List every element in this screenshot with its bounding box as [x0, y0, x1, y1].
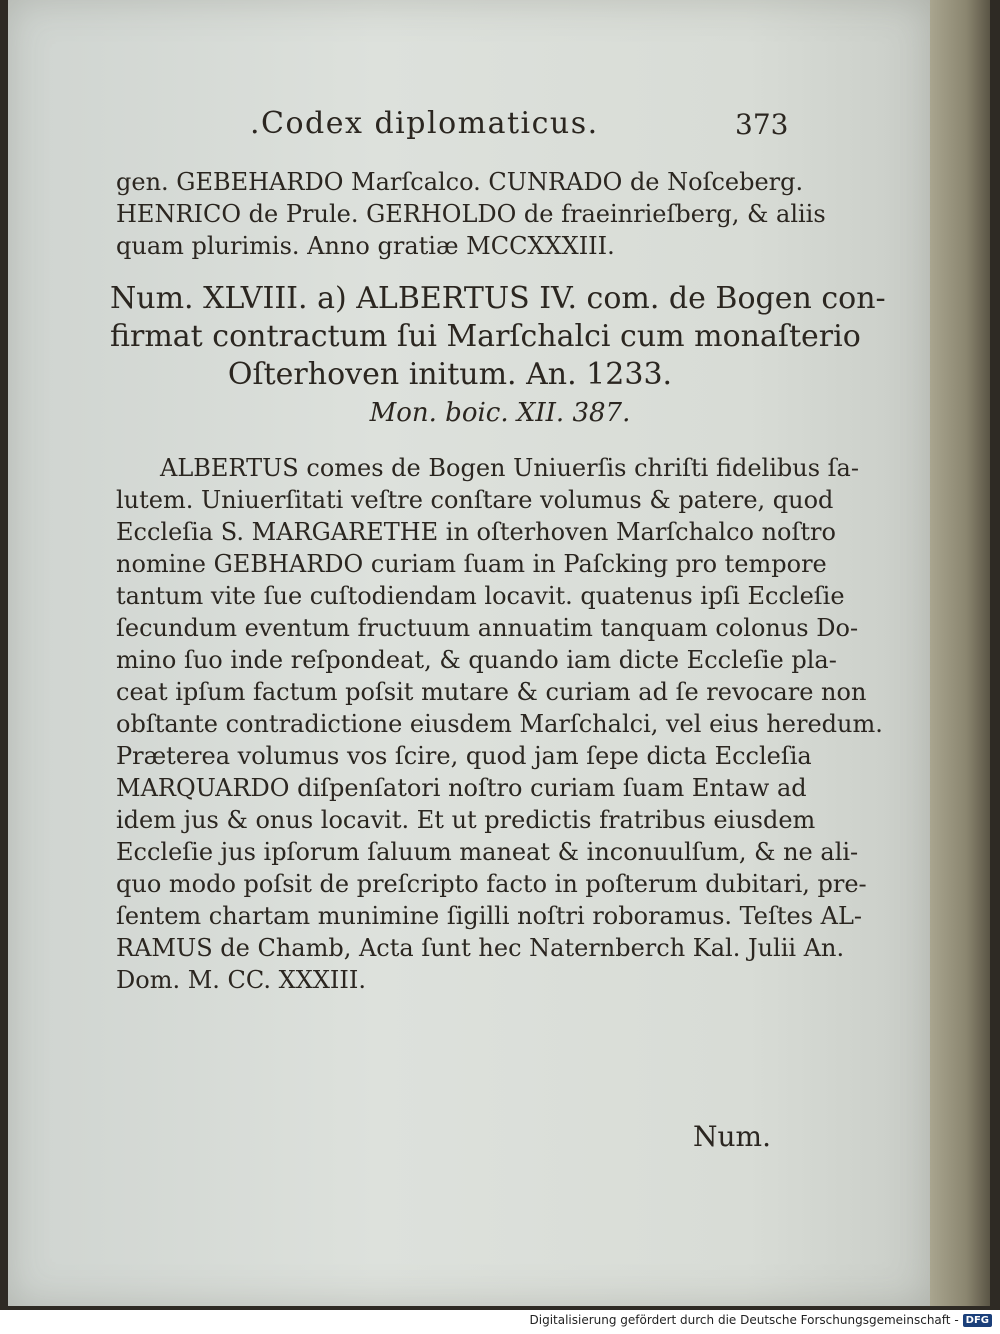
heading-line: Oſterhoven initum. An. 1233.	[227, 357, 673, 392]
text-line: Eccleſie jus ipſorum ſaluum maneat & inconuulſum, & ne ali-	[116, 838, 859, 866]
text-line: Dom. M. CC. XXXIII.	[116, 966, 366, 994]
catchword: Num.	[693, 1120, 771, 1153]
text-line: nomine GEBHARDO curiam ſuam in Paſcking pro tempore	[116, 550, 827, 578]
text-line: idem jus & onus locavit. Et ut predictis fratribus eiusdem	[116, 806, 816, 834]
text-line: gen. GEBEHARDO Marſcalco. CUNRADO de Noſceberg.	[116, 168, 804, 196]
credit-text: Digitalisierung gefördert durch die Deutsche Forschungsgemeinschaft -	[529, 1313, 959, 1327]
running-head: .Codex diplomaticus.	[250, 106, 599, 141]
continuation-text	[116, 166, 826, 262]
text-line: ceat ipſum factum poſsit mutare & curiam ad ſe revocare non	[116, 678, 867, 706]
page-edge	[930, 0, 990, 1306]
text-line: quam plurimis. Anno gratiæ MCCXXXIII.	[116, 232, 615, 260]
text-line: Præterea volumus vos ſcire, quod jam ſepe dicta Eccleſia	[116, 742, 812, 770]
text-line: ſentem chartam munimine ſigilli noſtri roboramus. Teſtes AL-	[116, 902, 863, 930]
text-line: tantum vite ſue cuſtodiendam locavit. quatenus ipſi Eccleſie	[116, 582, 845, 610]
text-line: obſtante contradictione eiusdem Marſchalci, vel eius heredum.	[116, 710, 883, 738]
dfg-logo: DFG	[963, 1314, 992, 1327]
text-line: RAMUS de Chamb, Acta ſunt hec Naternberch Kal. Julii An.	[116, 934, 845, 962]
charter-text	[116, 452, 883, 996]
text-line: lutem. Uniuerſitati veſtre conſtare volumus & patere, quod	[116, 486, 834, 514]
text-line: MARQUARDO diſpenſatori noſtro curiam ſuam Entaw ad	[116, 774, 807, 802]
heading-line: Num. XLVIII. a) ALBERTUS IV. com. de Bogen con-	[110, 281, 886, 316]
heading-line: firmat contractum ſui Marſchalci cum monaſterio	[110, 319, 861, 354]
digitization-credit	[530, 1313, 993, 1327]
text-line: ALBERTUS comes de Bogen Uniuerſis chriſti fidelibus ſa-	[160, 454, 859, 482]
document-heading	[110, 280, 886, 394]
text-line: ſecundum eventum fructuum annuatim tanquam colonus Do-	[116, 614, 859, 642]
source-reference: Mon. boic. XII. 387.	[369, 398, 631, 428]
page-number: 373	[735, 108, 789, 141]
text-line: HENRICO de Prule. GERHOLDO de fraeinrieſberg, & aliis	[116, 200, 826, 228]
text-line: mino ſuo inde reſpondeat, & quando iam dicte Eccleſie pla-	[116, 646, 837, 674]
text-line: Eccleſia S. MARGARETHE in oſterhoven Marſchalco noſtro	[116, 518, 836, 546]
text-line: quo modo poſsit de preſcripto facto in poſterum dubitari, pre-	[116, 870, 867, 898]
